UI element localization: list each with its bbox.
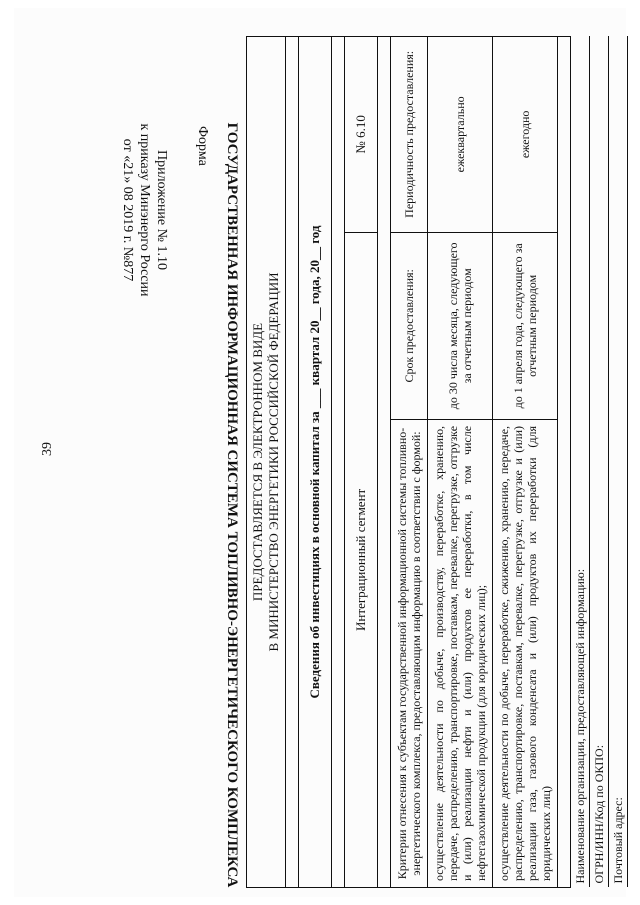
spacer	[558, 37, 571, 888]
periodicity-cell: ежеквартально	[428, 37, 493, 233]
table-row	[493, 37, 558, 888]
segment-label: Интеграционный сегмент	[345, 232, 378, 887]
spacer	[332, 37, 345, 888]
page-number: 39	[40, 442, 55, 456]
periodicity-header: Периодичность предоставления:	[391, 37, 428, 233]
submission-line-2: В МИНИСТЕРСТВО ЭНЕРГЕТИКИ РОССИЙСКОЙ ФЕДЕРАЦИИ	[266, 272, 281, 652]
segment-code: № 6.10	[345, 37, 378, 233]
deadline-header: Срок предоставления:	[391, 232, 428, 419]
spacer	[378, 37, 391, 888]
spacer	[286, 37, 299, 888]
criteria-cell: осуществление деятельности по добыче, производству, переработке, хранению, передаче, распределению, транспортировке, поставкам, перевалке, перегрузке, отгрузке и (или) реализации нефти и (или) продуктов ее переработки, в том числе нефтегазохимической продукции (для юридических лиц);	[428, 419, 493, 887]
deadline-cell: до 30 числа месяца, следующего за отчетным периодом	[428, 232, 493, 419]
form-table	[246, 36, 628, 888]
org-name-label: Наименование организации, предоставляющей информацию:	[571, 37, 590, 888]
appendix-line-2: к приказу Минэнерго России	[137, 123, 152, 297]
appendix-line-1: Приложение № 1.10	[154, 150, 169, 270]
criteria-cell: осуществление деятельности по добыче, переработке, сжижению, хранению, передаче, распределению, транспортировке, поставкам, перевалке, перегрузке, отгрузке и (или) реализации газа, газового конденсата и (или) продуктов их переработки (для юридических лиц)	[493, 419, 558, 887]
org-address-label: Почтовый адрес:	[609, 37, 628, 888]
form-table-wrap	[246, 36, 625, 888]
periodicity-cell: ежегодно	[493, 37, 558, 233]
appendix-block	[119, 95, 170, 325]
report-title: Сведения об инвестициях в основной капитал за ___ квартал 20__ года, 20__ год	[299, 37, 332, 888]
appendix-line-3: от «21» 08 2019 г. №877	[120, 138, 135, 282]
org-ids-label: ОГРН/ИНН/Код по ОКПО:	[590, 37, 609, 888]
form-label: Форма	[195, 126, 210, 166]
deadline-cell: до 1 апреля года, следующего за отчетным периодом	[493, 232, 558, 419]
main-title: ГОСУДАРСТВЕННАЯ ИНФОРМАЦИОННАЯ СИСТЕМА ТОПЛИВНО-ЭНЕРГЕТИЧЕСКОГО КОМПЛЕКСА	[224, 122, 240, 888]
table-row	[428, 37, 493, 888]
criteria-header: Критерии отнесения к субъектам государственной информационной системы топливно-энергетического комплекса, предоставляющим информацию в соответствии с формой:	[391, 419, 428, 887]
submission-line-1: ПРЕДОСТАВЛЯЕТСЯ В ЭЛЕКТРОННОМ ВИДЕ	[250, 322, 265, 602]
submission-header	[247, 37, 286, 888]
